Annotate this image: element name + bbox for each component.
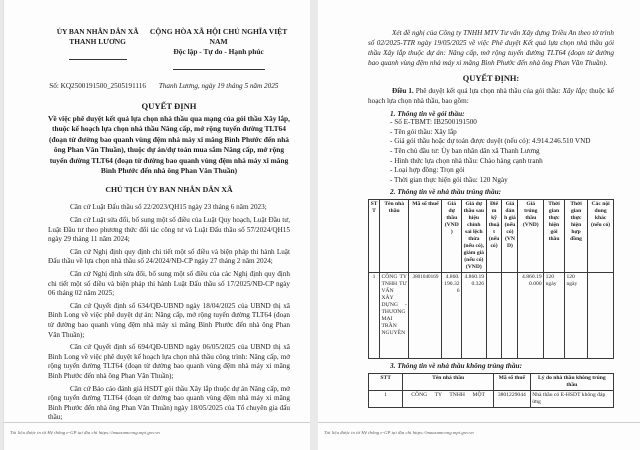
winner-table-row [369,272,614,358]
table-cell-stt: 1 [369,390,403,407]
table-cell-stt: 1 [369,272,380,358]
table-cell-tax-code: 3801229044 [493,390,530,407]
winner-table-header-row [369,199,614,272]
table-cell-contractor-name: CÔNG TY TNHH TƯ VẤN XÂY DỰNG - THƯƠNG MẠI TRẦN NGUYÊN [380,272,409,358]
recital-paragraph: Căn cứ Luật sửa đổi, bổ sung một số điều của Luật Quy hoạch, Luật Đầu tư, Luật Đầu tư theo phương thức đối tác công tư và Luật Đấu thầu số 57/2024/QH15 ngày 29 tháng 11 năm 2024; [48,216,290,244]
table-cell-award-price: 4.860.190.000 [518,272,544,358]
decision-heading: QUYẾT ĐỊNH: [462,74,520,83]
table-cell-other [588,272,614,358]
winner-table [368,199,614,359]
page-1 [3,0,310,450]
recital-paragraph: Căn cứ Luật Đấu thầu số 22/2023/QH15 ngày 23 tháng 6 năm 2023; [70,203,267,212]
document-header [48,27,290,75]
table-cell-evaluated-price [502,272,518,358]
winner-table-header-cell: Giá dự thầu (VND) [442,199,462,272]
recital-paragraph: Căn cứ Nghị định quy định chi tiết một số điều và biện pháp thi hành Luật Đấu thầu về lựa chọn nhà thầu số 24/2024/NĐ-CP ngày 27 tháng 2 năm 2024; [48,247,290,266]
egp-footer-note: Tài liệu được in từ Hệ thống e-GP tại địa chỉ https://muasamcong.mpi.gov.vn [324,430,474,435]
article-1-tail: thuộc kế hoạch lựa chọn nhà thầu, bao gồm: [368,87,614,105]
winner-table-header-cell: Giá dự thầu sau hiệu chỉnh sai lệch thừa (nếu có), giảm giá (nếu có) (VND) [462,199,487,272]
recital-paragraph: Căn cứ Báo cáo đánh giá HSDT gói thầu Xây lắp thuộc dự án Nâng cấp, mở rộng tuyến đường TLT64 (đoạn từ đường bao quanh vùng đệm nhà máy xi măng Bình Phước đến nhà ông Phan Văn Thuần) ngày 18/05/2025 của Tổ chuyên gia đấu thầu; [48,384,290,422]
recital-paragraph: Căn cứ Quyết định số 634/QĐ-UBND ngày 18/04/2025 của UBND thị xã Bình Long về việc phê duyệt dự án: Nâng cấp, mở rộng tuyến đường TLT64 (đoạn từ đường bao quanh vùng đệm nhà máy xi măng Bình Phước đến nhà ông Phan Văn Thuần); [48,301,290,339]
national-motto-line1: CỘNG HÒA XÃ HỘI CHỦ NGHĨA VIỆT NAM [149,27,288,46]
table-cell-contractor-name: CÔNG TY TNHH MỘT [403,390,494,407]
authority-heading: CHỦ TỊCH ỦY BAN NHÂN DÂN XÃ [105,185,233,195]
section-1-heading: 1. Thông tin về gói thầu: [390,108,465,118]
decision-title: QUYẾT ĐỊNH [141,101,197,111]
issuer-name-line1: ỦY BAN NHÂN DÂN XÃ [56,27,139,36]
section-2-heading: 2. Thông tin về nhà thầu trúng thầu: [390,187,502,197]
winner-table-header-cell: Điểm kỹ thuật (nếu có) [486,199,502,272]
loser-table-row [369,390,614,407]
national-motto-line2: Độc lập - Tự do - Hạnh phúc [173,47,264,56]
issuer-block [48,27,147,75]
package-info-item: - Số E-TBMT: IB2500191500 [390,118,477,127]
winner-table-header-cell: Mã số thuế [409,199,442,272]
document-meta-row [48,82,290,90]
table-cell-tax-code: 3801040169 [409,272,442,358]
winner-table-header-cell: Tên nhà thầu [380,199,409,272]
doc-number: Số: KQ2500191500_2505191116 [49,82,146,90]
loser-table-header-cell: Lý do nhà thầu không trúng thầu [530,373,613,390]
winner-table-header-cell: Các nội dung khác (nếu có) [588,199,614,272]
winner-table-header-cell: Giá trúng thầu (VND) [518,199,544,272]
egp-footer-note: Tài liệu được in từ Hệ thống e-GP tại địa chỉ https://muasamcong.mpi.gov.vn [10,430,160,435]
page-bottom-rule [318,422,640,423]
table-cell-technical-score [486,272,502,358]
winner-table-body [369,272,614,358]
national-block [147,27,290,75]
loser-table-header-cell: Mã số thuế [493,373,530,390]
winner-table-header-cell: Thời gian thực hiện gói thầu [544,199,565,272]
loser-table [368,373,614,408]
issue-place-date: Thanh Lương, ngày 19 tháng 5 năm 2025 [158,82,279,90]
proposal-paragraph: Xét đề nghị của Công ty TNHH MTV Tư vấn Xây dựng Triều An theo tờ trình số 02/2025-TTR ngày 19/05/2025 về việc Phê duyệt Kết quả lựa chọn nhà thầu gói thầu Xây lắp thuộc dự án: Nâng cấp, mở rộng tuyến đường TLT64 (đoạn từ đường bao quanh vùng đệm nhà máy xi măng Bình Phước đến nhà ông Phan Văn Thuần). [368,29,614,67]
package-info-item: - Giá gói thầu hoặc dự toán được duyệt (nếu có): 4.914.246.510 VND [390,137,591,146]
loser-table-header-cell: STT [369,373,403,390]
package-info-list [390,118,614,185]
winner-table-header-cell: Giá đánh giá (nếu có) (VND) [502,199,518,272]
recital-paragraph: Căn cứ Nghị định sửa đổi, bổ sung một số điều của các Nghị định quy định chi tiết một số điều và biện pháp thi hành Luật Đấu thầu số 17/2025/NĐ-CP ngày 06 tháng 02 năm 2025; [48,270,290,298]
article-1 [368,87,614,107]
package-info-item: - Thời gian thực hiện gói thầu: 120 Ngày [390,175,508,184]
motto-underline [173,69,265,70]
article-1-package-name: Xây lắp; [562,87,588,95]
section-3-heading: 3. Thông tin về nhà thầu không trúng thầu: [390,360,522,370]
recitals-list [48,203,290,422]
package-info-item: - Hình thức lựa chọn nhà thầu: Chào hàng cạnh tranh [390,156,543,165]
decision-subtitle: Về việc phê duyệt kết quả lựa chọn nhà thầu qua mạng của gói thầu Xây lắp, thuộc kế hoạch lựa chọn nhà thầu Nâng cấp, mở rộng tuyến đường TLT64 (đoạn từ đường bao quanh vùng đệm nhà máy xi măng Bình Phước đến nhà ông Phan Văn Thuần), thuộc dự án/dự toán mua sắm Nâng cấp, mở rộng tuyến đường TLT64 (đoạn từ đường bao quanh vùng đệm nhà máy xi măng Bình Phước đến nhà ông Phan Văn Thuần) [48,114,291,176]
table-cell-corrected-price: 4.860.190.326 [462,272,487,358]
article-1-text: Phê duyệt kết quả lựa chọn nhà thầu của gói thầu: [413,87,563,95]
loser-table-header-row [369,373,614,390]
package-info-item: - Tên chủ đầu tư: Ủy ban nhân dân xã Thanh Lương [390,146,540,155]
loser-table-body [369,390,614,407]
table-cell-bid-price: 4.860.190.326 [442,272,462,358]
table-cell-contract-duration: 120 ngày [564,272,587,358]
issuer-underline [69,59,127,60]
winner-table-header-cell: STT [369,199,380,272]
table-cell-package-duration: 120 ngày [544,272,565,358]
table-cell-reject-reason: Nhà thầu có E-HSDT không đáp ứng [530,390,613,407]
page-bottom-rule [4,422,310,423]
winner-table-header-cell: Thời gian thực hiện hợp đồng [564,199,587,272]
recital-paragraph: Căn cứ Quyết định số 694/QĐ-UBND ngày 06/05/2025 của UBND thị xã Bình Long về việc phê duyệt kế hoạch lựa chọn nhà thầu công trình: Nâng cấp, mở rộng tuyến đường TLT64 (đoạn từ đường bao quanh vùng đệm nhà máy xi măng Bình Phước đến nhà ông Phan Văn Thuần); [48,343,290,380]
article-1-label: Điều 1. [392,87,414,95]
package-info-item: - Tên gói thầu: Xây lắp [390,127,457,136]
page-2 [318,0,640,450]
issuer-name-line2: THANH LƯƠNG [69,37,126,46]
package-info-item: - Loại hợp đồng: Trọn gói [390,166,465,175]
loser-table-header-cell: Tên nhà thầu [403,373,494,390]
